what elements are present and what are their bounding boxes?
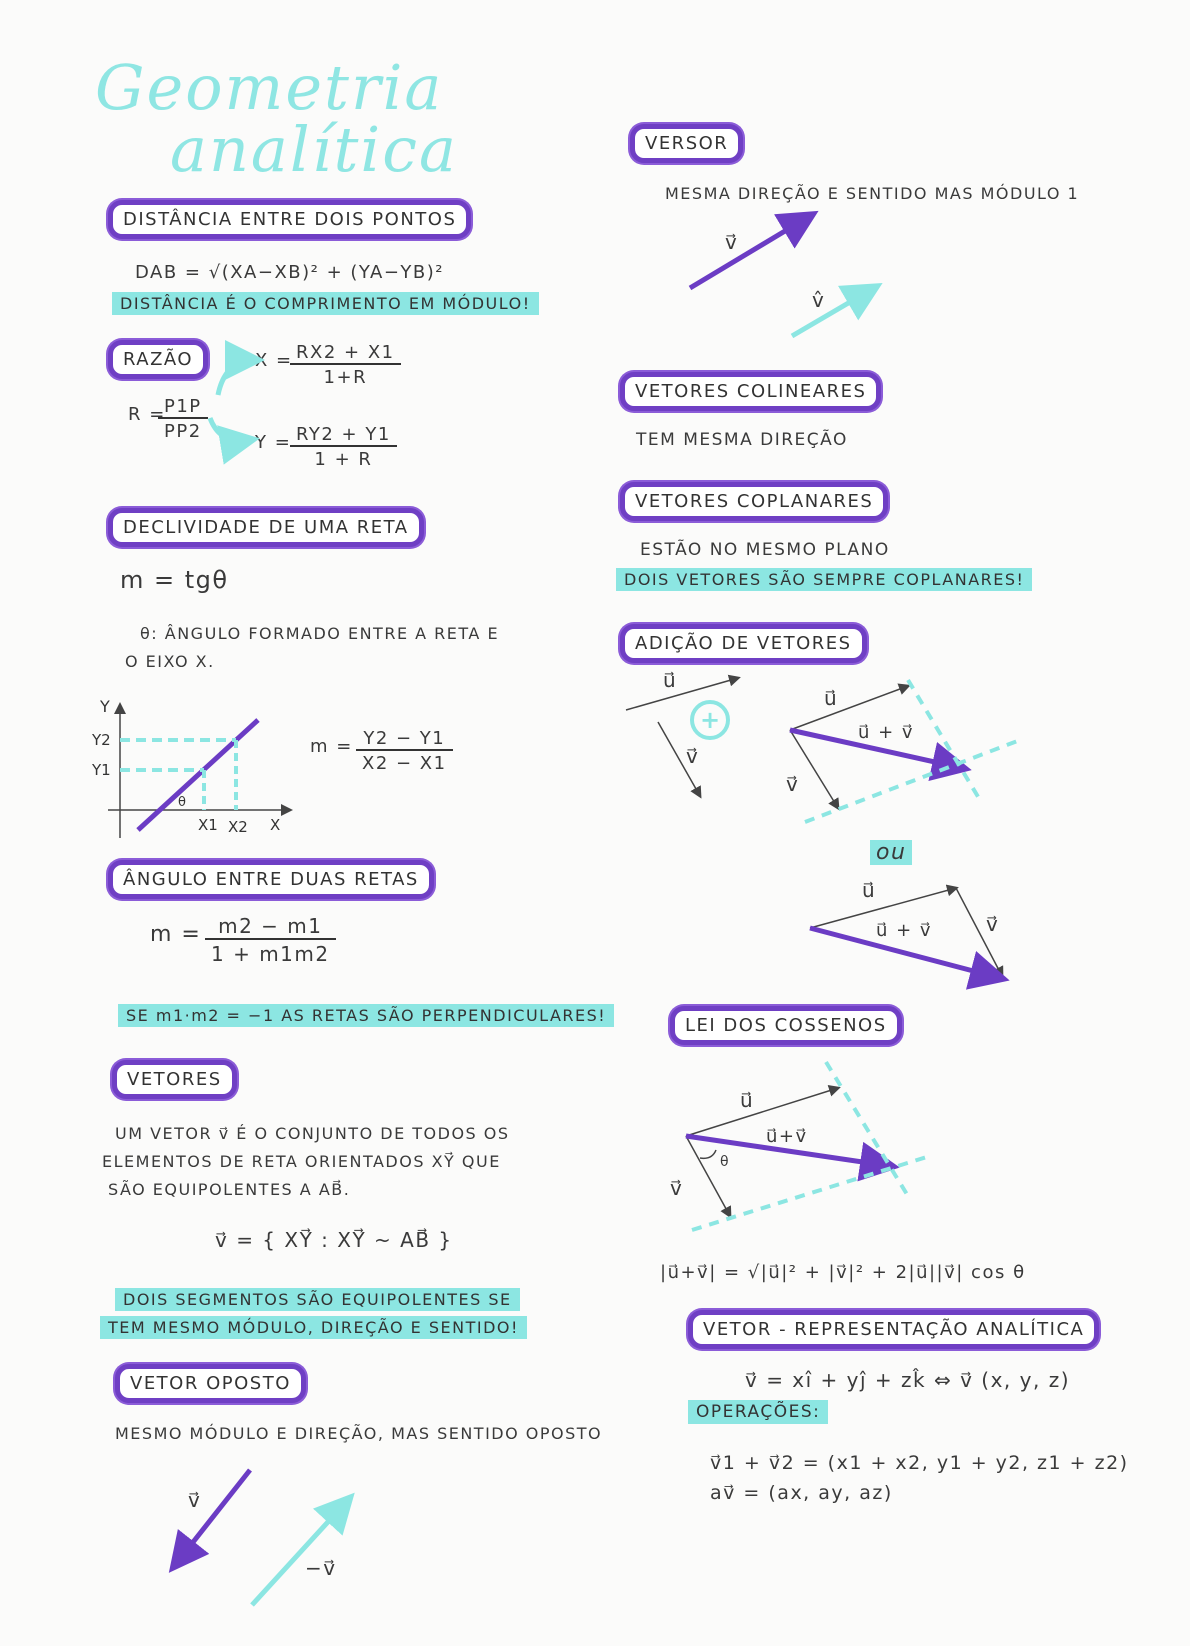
angulo-num: m2 − m1 [205, 914, 336, 940]
adicao-u-label-3: u⃗ [862, 878, 877, 902]
operacao-1: v⃗1 + v⃗2 = (x1 + x2, y1 + y2, z1 + z2) [710, 1452, 1129, 1474]
graph-line [138, 720, 258, 830]
para-dash-2 [805, 740, 1020, 822]
razao-arrow-down [210, 418, 250, 441]
heading-declividade: DECLIVIDADE DE UMA RETA [108, 508, 424, 547]
coplanares-text: ESTÃO NO MESMO PLANO [640, 540, 890, 560]
graph-label-x1: X1 [198, 816, 218, 834]
para-v-arrow [790, 730, 838, 808]
distancia-formula: DAB = √(XA−XB)² + (YA−YB)² [135, 262, 444, 283]
operacoes-label: OPERAÇÕES: [688, 1400, 828, 1424]
razao-y-lhs: Y = [255, 432, 292, 453]
oposto-minus-v-arrow [252, 1500, 348, 1605]
vetores-set-formula: v⃗ = { XY⃗ : XY⃗ ~ AB⃗ } [215, 1228, 453, 1252]
heading-oposto: VETOR OPOSTO [115, 1364, 306, 1403]
vetores-text-3: SÃO EQUIPOLENTES A AB⃗. [108, 1180, 351, 1199]
coplanares-note: DOIS VETORES SÃO SEMPRE COPLANARES! [616, 568, 1032, 591]
heading-analitica: VETOR - REPRESENTAÇÃO ANALÍTICA [688, 1310, 1099, 1349]
graph-label-y2: Y2 [92, 731, 111, 749]
para-dash-1 [908, 680, 980, 800]
graph-label-y: Y [100, 697, 110, 716]
razao-r-lhs: R = [128, 404, 166, 425]
graph-label-y1: Y1 [92, 761, 111, 779]
adicao-sum-label-1: u⃗ + v⃗ [858, 722, 915, 743]
versor-v-label: v⃗ [725, 230, 739, 254]
razao-y-num: RY2 + Y1 [290, 424, 397, 447]
razao-x-lhs: X = [255, 350, 293, 371]
versor-vhat-label: v̂ [812, 288, 826, 312]
vetores-text-1: UM VETOR v⃗ É O CONJUNTO DE TODOS OS [115, 1124, 510, 1143]
cos-u-arrow [686, 1088, 838, 1136]
para-sum-arrow [790, 730, 962, 768]
graph-label-theta: θ [178, 795, 186, 810]
tri-u-arrow [810, 888, 956, 928]
adicao-v-label-2: v⃗ [786, 772, 800, 796]
cos-sum-arrow [686, 1136, 890, 1166]
graph-label-x2: X2 [228, 818, 248, 836]
oposto-v-arrow [175, 1470, 250, 1565]
heading-angulo: ÂNGULO ENTRE DUAS RETAS [108, 860, 434, 899]
oposto-text: MESMO MÓDULO E DIREÇÃO, MAS SENTIDO OPOSTO [115, 1424, 603, 1443]
theta-note-2: O EIXO X. [125, 652, 215, 671]
heading-distancia: DISTÂNCIA ENTRE DOIS PONTOS [108, 200, 471, 239]
heading-adicao: ADIÇÃO DE VETORES [620, 624, 867, 663]
tri-sum-arrow [810, 928, 1000, 978]
para-u-arrow [790, 686, 908, 730]
razao-y-den: 1 + R [314, 449, 373, 470]
adicao-v-label-3: v⃗ [986, 912, 1000, 936]
heading-versor: VERSOR [630, 124, 743, 163]
equipolentes-note-2: TEM MESMO MÓDULO, DIREÇÃO E SENTIDO! [100, 1316, 527, 1339]
operacao-2: av⃗ = (ax, ay, az) [710, 1482, 893, 1504]
oposto-v-label: v⃗ [188, 1488, 202, 1512]
cos-v-arrow [686, 1136, 730, 1216]
title-line-1: Geometria [95, 51, 444, 124]
oposto-minus-v-label: −v⃗ [305, 1556, 337, 1580]
adicao-u-label-2: u⃗ [824, 686, 839, 710]
slope-lhs: m = [310, 736, 353, 757]
slope-num: Y2 − Y1 [356, 728, 453, 751]
title-line-2: analítica [170, 113, 458, 186]
vetores-text-2: ELEMENTOS DE RETA ORIENTADOS XY⃗ QUE [102, 1152, 501, 1171]
razao-r-den: PP2 [164, 421, 202, 442]
angulo-den: 1 + m1m2 [211, 942, 330, 966]
colineares-text: TEM MESMA DIREÇÃO [636, 430, 848, 450]
cossenos-u-label: u⃗ [740, 1088, 755, 1112]
adicao-u-label-1: u⃗ [663, 668, 678, 692]
razao-r-num: P1P [158, 396, 208, 419]
adicao-sum-label-2: u⃗ + v⃗ [876, 920, 933, 941]
tri-v-arrow [956, 888, 1002, 976]
razao-x-den: 1+R [323, 367, 368, 388]
adicao-v-arrow-1 [658, 722, 700, 796]
declividade-graph [91, 697, 290, 838]
heading-razao: RAZÃO [108, 340, 208, 379]
slope-den: X2 − X1 [362, 753, 447, 774]
versor-text: MESMA DIREÇÃO E SENTIDO MAS MÓDULO 1 [665, 184, 1080, 203]
cossenos-sum-label: u⃗+v⃗ [766, 1126, 808, 1147]
angulo-lhs: m = [150, 922, 202, 947]
cossenos-v-label: v⃗ [670, 1176, 684, 1200]
versor-vhat-arrow [792, 288, 874, 336]
equipolentes-note-1: DOIS SEGMENTOS SÃO EQUIPOLENTES SE [115, 1288, 520, 1311]
razao-x-num: RX2 + X1 [290, 342, 401, 365]
heading-coplanares: VETORES COPLANARES [620, 482, 888, 521]
adicao-v-label-1: v⃗ [686, 744, 700, 768]
heading-cossenos: LEI DOS COSSENOS [670, 1006, 902, 1045]
adicao-plus: + [700, 706, 721, 734]
analitica-formula: v⃗ = xî + yĵ + zk̂ ⇔ v⃗ (x, y, z) [745, 1368, 1070, 1392]
cossenos-theta: θ [720, 1154, 731, 1170]
perpendicular-note: SE m1·m2 = −1 AS RETAS SÃO PERPENDICULARES! [118, 1004, 614, 1027]
cos-dash-2 [692, 1156, 930, 1230]
theta-note-1: θ: ÂNGULO FORMADO ENTRE A RETA E [140, 624, 500, 643]
cossenos-formula: |u⃗+v⃗| = √|u⃗|² + |v⃗|² + 2|u⃗||v⃗| cos θ [660, 1262, 1026, 1283]
cos-angle-arc [700, 1150, 716, 1158]
heading-colineares: VETORES COLINEARES [620, 372, 881, 411]
distancia-note: DISTÂNCIA É O COMPRIMENTO EM MÓDULO! [112, 292, 539, 315]
declividade-formula: m = tgθ [120, 566, 229, 594]
versor-v-arrow [690, 216, 810, 288]
graph-label-x: X [270, 816, 281, 834]
adicao-or: ou [870, 840, 912, 865]
razao-arrow-up [218, 360, 255, 395]
heading-vetores: VETORES [112, 1060, 237, 1099]
